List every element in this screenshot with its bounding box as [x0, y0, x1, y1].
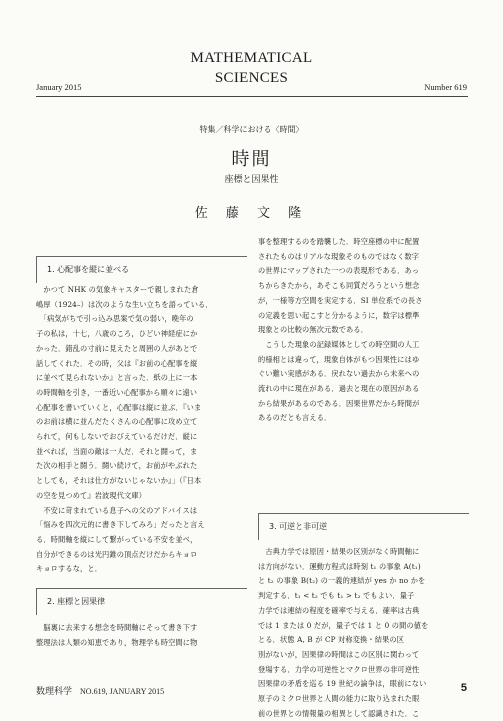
footer — [36, 684, 164, 697]
section-heading-1 — [36, 256, 247, 283]
section-heading-3-label: 3. 可逆と非可逆 — [269, 522, 328, 531]
journal-name: 数理科学 — [36, 687, 73, 697]
text-line: 力学では連結の程度を確率で与える．確率は古典 — [258, 605, 420, 615]
text-line: の定義を思い起こすと分かるように，数字は標準 — [258, 310, 420, 320]
text-line: 事を整理するのを踏襲した．時空座標の中に配置 — [258, 237, 420, 246]
text-line: 古典力学では原因・結果の区別がなく時間軸に — [258, 547, 420, 556]
text-line: る．時間軸を縦にして繋がっている不安を並べ， — [36, 534, 198, 544]
text-line: 話してくれた．その時，父は『お前の心配事を縦 — [36, 358, 198, 368]
section-heading-2-label: 2. 座標と因果律 — [47, 597, 106, 606]
text-line: 因果律の矛盾を巡る 19 世紀の論争は，眼前にない — [258, 679, 427, 689]
text-line: から結果があるのである．因果世界だから時間が — [258, 398, 420, 408]
right-column-body-2 — [258, 545, 468, 721]
text-line: の時間軸を引き，一番近い心配事から順々に遠い — [36, 387, 198, 397]
text-line: が，一様等方空間を実定する．SI 単位系での長さ — [258, 295, 423, 305]
text-line: としても，それは仕方がないじゃないか』」（『日本 — [36, 476, 202, 486]
text-line: の世界にマップされた一つの表現形である．あっ — [258, 266, 420, 276]
issue-date: January 2015 — [36, 82, 82, 92]
issue-info: NO.619, JANUARY 2015 — [80, 687, 165, 696]
text-line: 的様相とは違って，現象自体がもつ因果性にはゆ — [258, 354, 420, 364]
text-line: では 1 または 0 だが，量子では 1 と 0 の間の値を — [258, 620, 429, 630]
text-line: 心配事を書いていくと，心配事は縦に並ぶ．『いま — [36, 402, 202, 412]
header-rule — [36, 96, 468, 97]
text-line: ちからきたから，あそこも同質だろうという想念 — [258, 281, 420, 291]
text-line: 前の世界との情報量の相異として認識された．こ — [258, 708, 420, 718]
article-title: 時間 — [231, 149, 272, 170]
text-line: た次の相手と闘う．闘い続けて，お前がやぶれた — [36, 461, 198, 471]
text-line: 子の私は，十七，八歳のころ，ひどい神経症にか — [36, 329, 198, 339]
section-heading-3 — [258, 513, 469, 540]
text-line: 別がないが，因果律の時間はこの区別に関わって — [258, 649, 420, 659]
text-line: とる．状態 A, B が CP 対称変換・結果の区 — [258, 635, 405, 645]
text-line: かつて NHK の気象キャスターで親しまれた倉 — [36, 285, 199, 294]
text-line: 登場する．力学の可逆性とマクロ世界の非可逆性 — [258, 664, 420, 674]
left-column-body-2 — [36, 621, 246, 650]
text-line: と t₂ の事象 B(t₂) の一義的連結が yes か no かを — [258, 576, 426, 586]
text-line: ぐい難い実感がある．戻れない過去から未来への — [258, 369, 420, 379]
text-line: のお前は横に並んだたくさんの心配事に攻め立て — [36, 417, 198, 427]
feature-kicker: 特集／科学における〈時間〉 — [199, 125, 304, 134]
page-number: 5 — [460, 682, 467, 694]
masthead-title-line2: SCIENCES — [214, 70, 289, 86]
issue-number: Number 619 — [424, 82, 467, 92]
text-line: 「病気がちで引っ込み思案で気の弱い，晩年の — [36, 314, 194, 324]
text-line: 嶋厚（1924–）は次のような生い立ちを語っている． — [36, 299, 213, 309]
text-line: 脳裏に去来する想念を時間軸にそって書き下す — [36, 623, 198, 632]
text-line: 現象との比較の無次元数である． — [258, 325, 369, 335]
text-line: 整理法は人類の知恵であり，物理学も時空間に物 — [36, 637, 198, 647]
text-line: 「悩みを四次元的に書き下してみろ」だったと言え — [36, 520, 205, 530]
text-line: 流れの中に現在がある．過去と現在の原因がある — [258, 384, 420, 394]
text-line: こうした現象の記録媒体としての時空間の人工 — [258, 339, 420, 349]
text-line: 並べれば，当面の敵は一人だ．それと闘って，ま — [36, 446, 198, 456]
section-heading-2 — [36, 588, 247, 615]
left-column-body — [36, 283, 246, 577]
author-name: 佐 藤 文 隆 — [194, 206, 309, 221]
masthead-title-line1: MATHEMATICAL — [190, 50, 313, 66]
text-line: の空を見つめて』岩波現代文庫） — [36, 490, 147, 500]
right-column-body — [258, 235, 468, 426]
text-line: 判定する．t₁ < t₂ でも t₁ > t₂ でもよい．量子 — [258, 591, 415, 601]
section-heading-1-label: 1. 心配事を縦に並べる — [47, 265, 130, 274]
text-line: は方向がない．運動方程式は時刻 t₁ の事象 A(t₁) — [258, 561, 421, 571]
text-line: あるのだとも言える． — [258, 413, 332, 423]
text-line: されたものはリアルな現象そのものではなく数字 — [258, 251, 420, 261]
text-line: キョロするな，と． — [36, 564, 103, 574]
text-line: られて，何もしないでおびえているだけだ．縦に — [36, 432, 198, 442]
text-line: に並べて見られないか』と言った．紙の上に一本 — [36, 373, 198, 383]
text-line: 原子のミクロ世界と人間の能力に取り込まれた眼 — [258, 694, 420, 704]
text-line: 自分ができるのは光円錐の頂点だけだからキョロ — [36, 549, 198, 559]
text-line: かった．錯乱の寸前に見えたと周囲の人があとで — [36, 343, 198, 353]
text-line: 不安に苛まれている息子への父のアドバイスは — [36, 505, 198, 515]
article-subtitle: 座標と因果性 — [224, 175, 279, 185]
